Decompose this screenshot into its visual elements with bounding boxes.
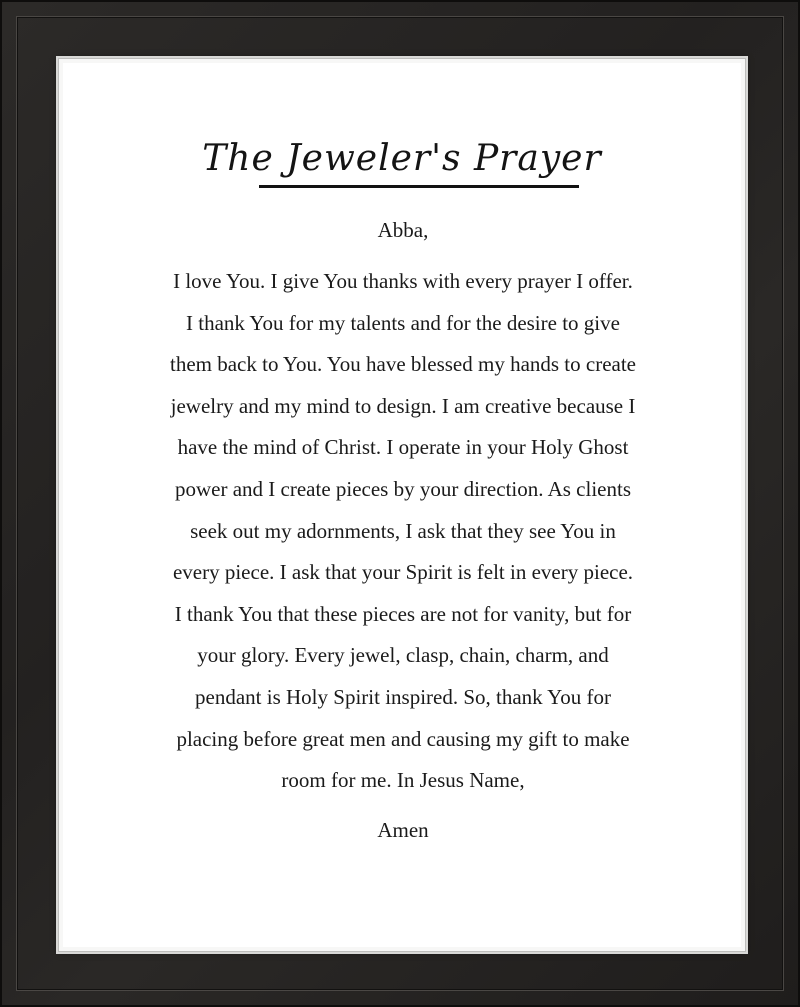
greeting: Abba, — [377, 218, 429, 242]
prayer-line: your glory. Every jewel, clasp, chain, charm, and — [197, 643, 609, 668]
prayer-line: I thank You that these pieces are not for vanity, but for — [174, 601, 632, 626]
prayer-line: have the mind of Christ. I operate in your Holy Ghost — [177, 435, 629, 460]
prayer-line: them back to You. You have blessed my hands to create — [169, 352, 637, 377]
print-paper — [63, 63, 741, 947]
title-underline — [259, 185, 579, 188]
prayer-title: The Jeweler's Prayer — [202, 138, 602, 179]
prayer-line: jewelry and my mind to design. I am creative because I — [170, 393, 636, 418]
prayer-line: seek out my adornments, I ask that they see You in — [190, 518, 616, 543]
prayer-line: placing before great men and causing my gift to make — [176, 726, 630, 751]
mat-board — [58, 58, 746, 952]
prayer-line: I love You. I give You thanks with every prayer I offer. — [173, 269, 633, 293]
prayer-line: every piece. I ask that your Spirit is felt in every piece. — [172, 560, 634, 585]
prayer-body — [103, 261, 703, 802]
closing: Amen — [377, 818, 429, 842]
prayer-line: power and I create pieces by your direction. As clients — [174, 476, 631, 501]
prayer-line: pendant is Holy Spirit inspired. So, thank You for — [195, 684, 611, 709]
prayer-line: room for me. In Jesus Name, — [281, 768, 525, 793]
prayer-line: I thank You for my talents and for the desire to give — [186, 310, 620, 335]
